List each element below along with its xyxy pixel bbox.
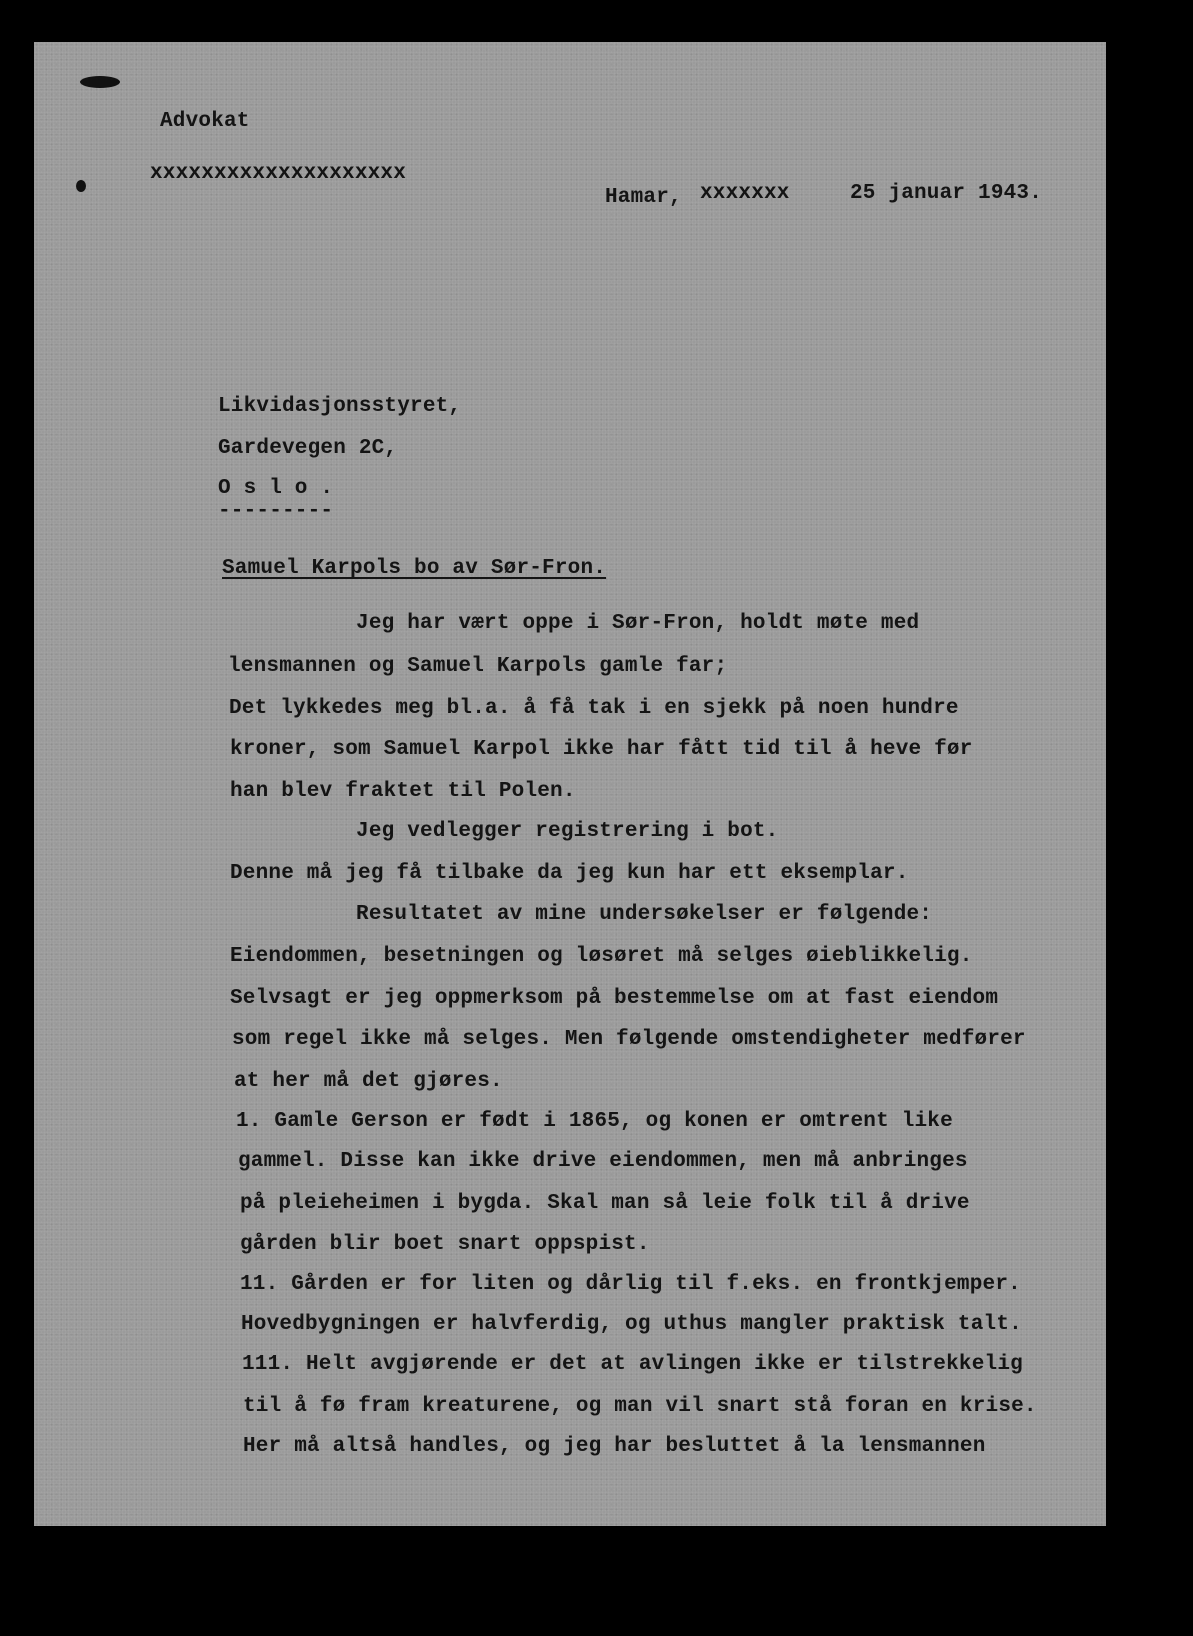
body-line: Resultatet av mine undersøkelser er følgende:	[228, 903, 933, 926]
place: Hamar,	[605, 186, 682, 209]
recipient-name: Likvidasjonsstyret,	[218, 395, 462, 418]
body-line: lensmannen og Samuel Karpols gamle far;	[228, 655, 728, 678]
subject-line: Samuel Karpols bo av Sør-Fron.	[222, 557, 607, 580]
body-line: som regel ikke må selges. Men følgende omstendigheter medfører	[232, 1028, 1026, 1051]
body-line: 1. Gamle Gerson er født i 1865, og konen er omtrent like	[236, 1110, 953, 1133]
body-line: 111. Helt avgjørende er det at avlingen ikke er tilstrekkelig	[242, 1353, 1023, 1376]
body-line: at her må det gjøres.	[234, 1070, 503, 1093]
date: 25 januar 1943.	[850, 182, 1043, 205]
recipient-city: O s l o .	[218, 477, 334, 500]
body-line: Selvsagt er jeg oppmerksom på bestemmelse om at fast eiendom	[230, 987, 999, 1010]
body-line: til å fø fram kreaturene, og man vil snart stå foran en krise.	[243, 1395, 1037, 1418]
body-line: Det lykkedes meg bl.a. å få tak i en sjekk på noen hundre	[229, 697, 959, 720]
body-line: Jeg har vært oppe i Sør-Fron, holdt møte med	[228, 612, 920, 635]
body-line: gården blir boet snart oppspist.	[240, 1233, 650, 1256]
body-line: Jeg vedlegger registrering i bot.	[228, 820, 779, 843]
recipient-rule: ---------	[218, 500, 334, 523]
body-line: gammel. Disse kan ikke drive eiendommen, men må anbringes	[238, 1150, 968, 1173]
body-line: på pleieheimen i bygda. Skal man så leie folk til å drive	[240, 1192, 970, 1215]
body-line: Her må altså handles, og jeg har besluttet å la lensmannen	[243, 1435, 986, 1458]
ink-blot	[76, 180, 86, 192]
body-line: kroner, som Samuel Karpol ikke har fått tid til å heve før	[230, 738, 973, 761]
body-line: han blev fraktet til Polen.	[230, 780, 576, 803]
place-redacted: xxxxxxx	[700, 182, 790, 205]
body-line: Eiendommen, besetningen og løsøret må selges øieblikkelig.	[230, 945, 973, 968]
sender-title: Advokat	[160, 110, 250, 133]
sender-redacted: xxxxxxxxxxxxxxxxxxxx	[150, 162, 407, 185]
body-line: Hovedbygningen er halvferdig, og uthus mangler praktisk talt.	[241, 1313, 1022, 1336]
body-line: Denne må jeg få tilbake da jeg kun har ett eksemplar.	[230, 862, 909, 885]
ink-blot	[80, 76, 120, 88]
recipient-street: Gardevegen 2C,	[218, 437, 398, 460]
body-line: 11. Gården er for liten og dårlig til f.eks. en frontkjemper.	[240, 1273, 1021, 1296]
